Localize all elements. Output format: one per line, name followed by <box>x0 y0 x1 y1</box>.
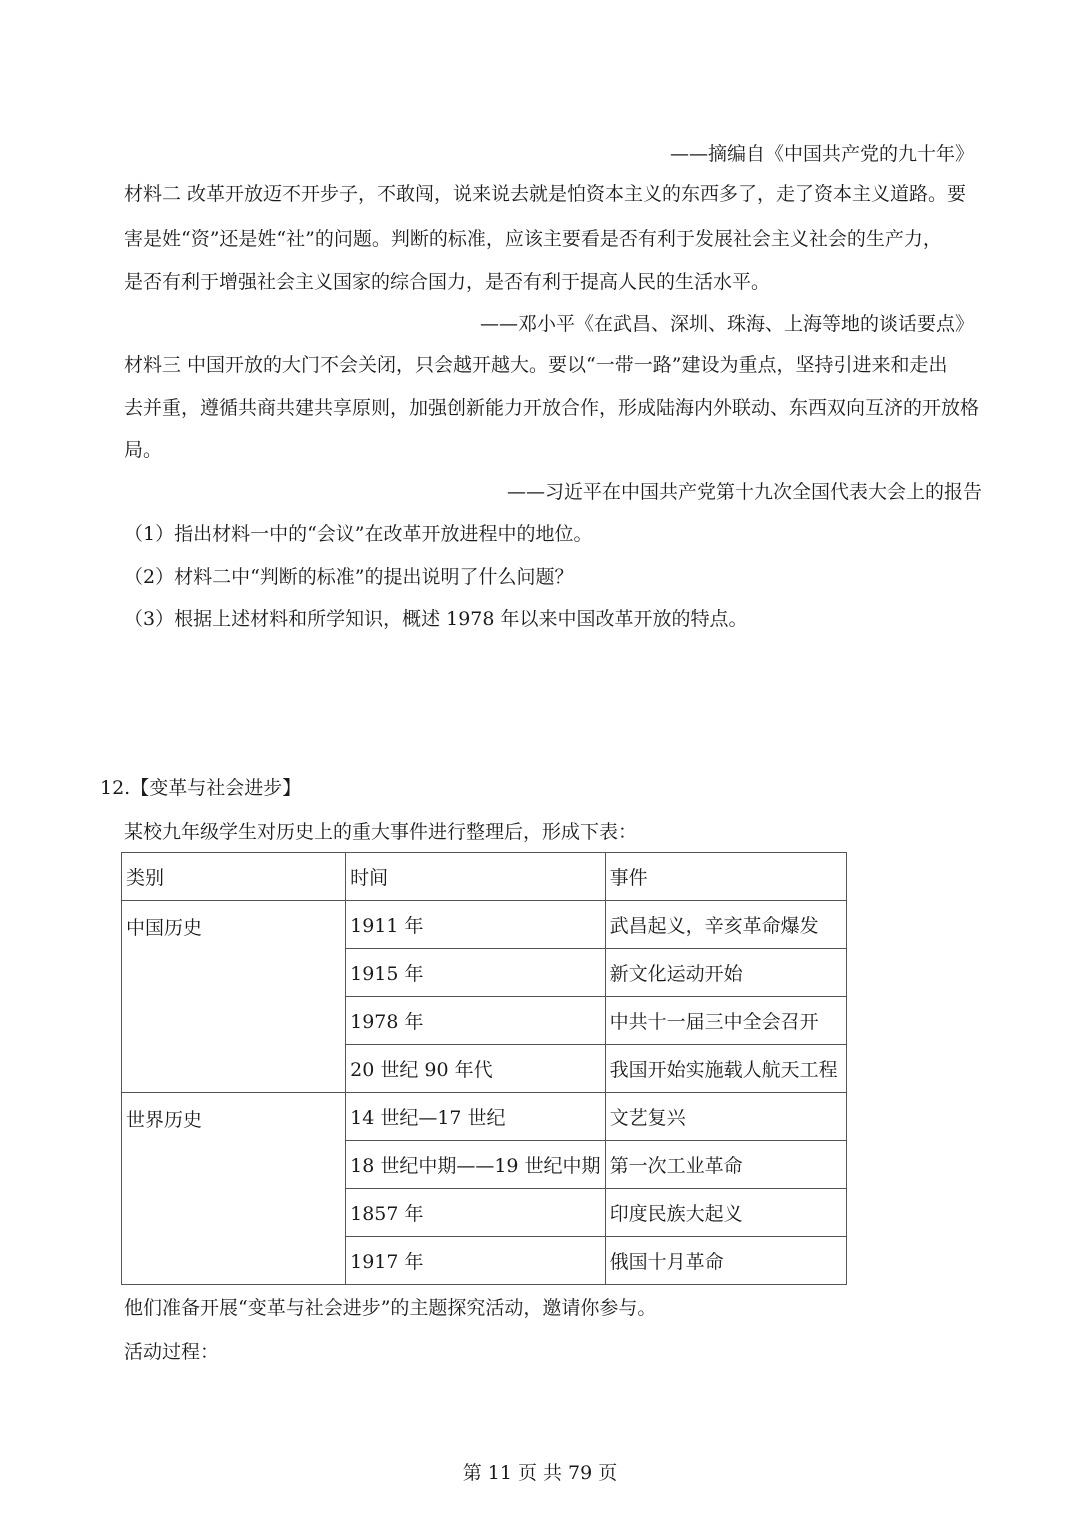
event-cell: 第一次工业革命 <box>605 1141 846 1189</box>
event-cell: 我国开始实施载人航天工程 <box>605 1045 846 1093</box>
time-cell: 1978 年 <box>346 997 605 1045</box>
time-cell: 20 世纪 90 年代 <box>346 1045 605 1093</box>
table-header-row <box>122 853 847 901</box>
material2-line-3: 是否有利于增强社会主义国家的综合国力，是否有利于提高人民的生活水平。 <box>124 271 771 293</box>
q12-process-label: 活动过程： <box>124 1341 220 1363</box>
event-cell: 新文化运动开始 <box>605 949 846 997</box>
time-cell: 18 世纪中期——19 世纪中期 <box>346 1141 605 1189</box>
header-time: 时间 <box>346 853 605 901</box>
time-cell: 14 世纪—17 世纪 <box>346 1093 605 1141</box>
table-row <box>122 901 847 949</box>
events-table <box>121 852 847 1285</box>
table-row <box>122 1093 847 1141</box>
event-cell: 武昌起义，辛亥革命爆发 <box>605 901 846 949</box>
time-cell: 1915 年 <box>346 949 605 997</box>
q12-title: 12.【变革与社会进步】 <box>100 777 302 799</box>
material2-line-2: 害是姓“资”还是姓“社”的问题。判断的标准，应该主要看是否有利于发展社会主义社会的生产力， <box>124 228 942 250</box>
time-cell: 1917 年 <box>346 1237 605 1285</box>
material3-line-2: 去并重，遵循共商共建共享原则，加强创新能力开放合作，形成陆海内外联动、东西双向互济的开放格 <box>124 397 980 419</box>
material1-source: ——摘编自《中国共产党的九十年》 <box>669 143 974 165</box>
header-category: 类别 <box>122 853 346 901</box>
page-footer: 第 11 页 共 79 页 <box>462 1462 618 1484</box>
category-china: 中国历史 <box>122 901 346 1093</box>
header-event: 事件 <box>605 853 846 901</box>
q12-intro: 某校九年级学生对历史上的重大事件进行整理后，形成下表： <box>124 821 638 843</box>
event-cell: 文艺复兴 <box>605 1093 846 1141</box>
q12-after-text: 他们准备开展“变革与社会进步”的主题探究活动，邀请你参与。 <box>124 1297 657 1319</box>
question-1: （1）指出材料一中的“会议”在改革开放进程中的地位。 <box>124 523 593 545</box>
event-cell: 俄国十月革命 <box>605 1237 846 1285</box>
time-cell: 1911 年 <box>346 901 605 949</box>
event-cell: 印度民族大起义 <box>605 1189 846 1237</box>
question-3: （3）根据上述材料和所学知识，概述 1978 年以来中国改革开放的特点。 <box>124 608 748 630</box>
material3-line-3: 局。 <box>124 439 163 461</box>
material2-source: ——邓小平《在武昌、深圳、珠海、上海等地的谈话要点》 <box>479 313 974 335</box>
event-cell: 中共十一届三中全会召开 <box>605 997 846 1045</box>
material3-source: ——习近平在中国共产党第十九次全国代表大会上的报告 <box>506 481 982 503</box>
material2-line-1: 材料二 改革开放迈不开步子，不敢闯，说来说去就是怕资本主义的东西多了，走了资本主义道路。要 <box>124 183 967 205</box>
material3-line-1: 材料三 中国开放的大门不会关闭，只会越开越大。要以“一带一路”建设为重点，坚持引进来和走出 <box>124 354 948 376</box>
time-cell: 1857 年 <box>346 1189 605 1237</box>
question-2: （2）材料二中“判断的标准”的提出说明了什么问题？ <box>124 566 574 588</box>
category-world: 世界历史 <box>122 1093 346 1285</box>
